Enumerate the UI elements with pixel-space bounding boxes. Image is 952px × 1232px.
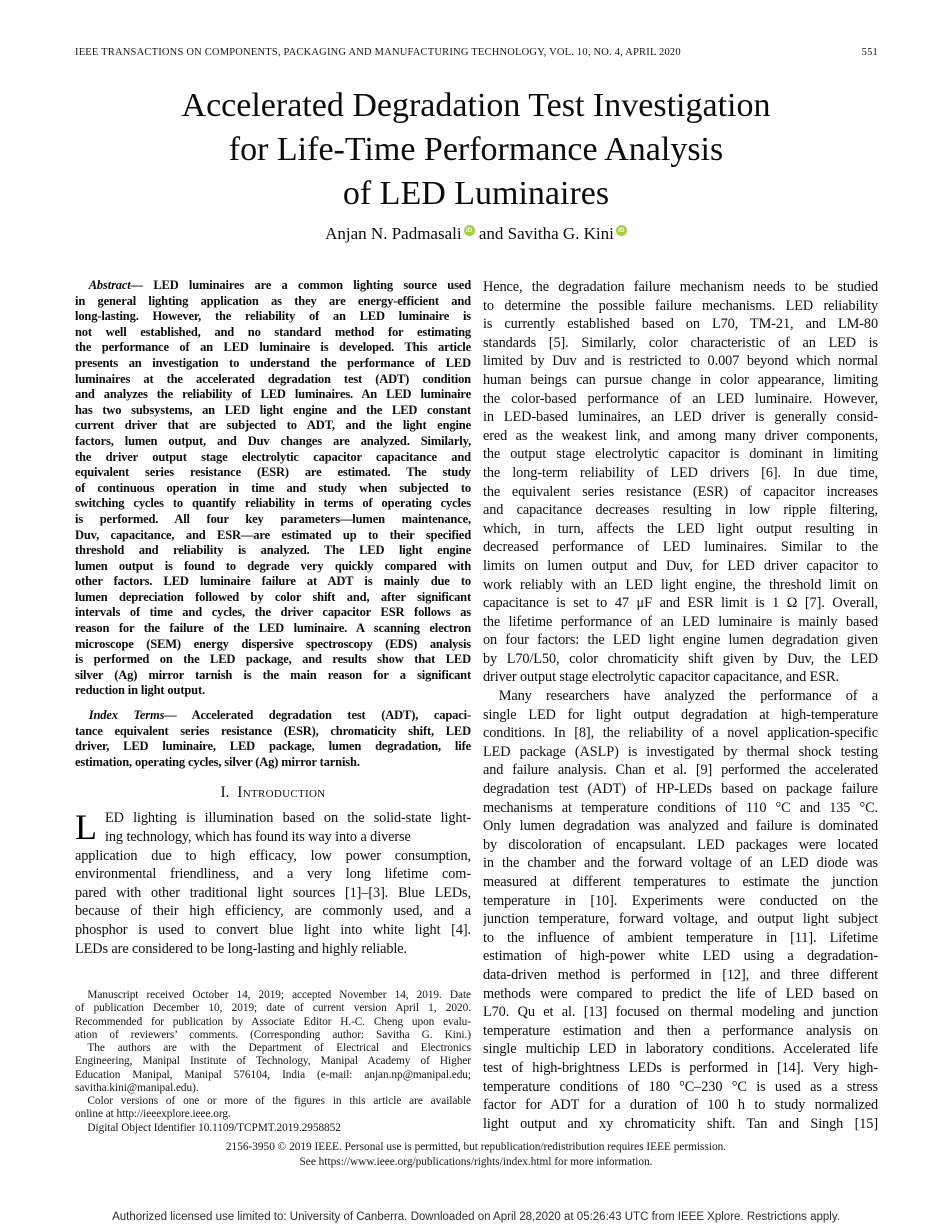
text-line: is performed on the LED package, and results show that LED (75, 652, 471, 667)
text-line: lumen depreciation followed by color shift and, after significant (75, 589, 471, 604)
text-line: temperature in [10]. Experiments were conducted on the (483, 892, 878, 909)
index-terms-section (75, 708, 471, 770)
text-line: mechanisms at temperature conditions of 110 °C and 135 °C. (483, 799, 878, 816)
text-line: has two subsystems, an LED light engine and the LED constant (75, 402, 471, 417)
text-line: single LED for light output degradation at high-temperature (483, 706, 878, 723)
text-line: factors, lumen output, and Duv changes are analyzed. Similarly, (75, 433, 471, 448)
text-line: driver, LED luminaire, LED package, lumen degradation, life (75, 739, 471, 754)
author-name-1: Anjan N. Padmasali (325, 224, 462, 243)
copyright-footer (0, 1140, 952, 1170)
text-line: factor for ADT for a duration of 100 h to study normalized (483, 1097, 878, 1114)
text-line: for Life-Time Performance Analysis (228, 131, 724, 168)
text-line: of LED Luminaires (342, 175, 610, 212)
text-line: is performed. All four key parameters—lumen maintenance, (75, 511, 471, 526)
text-line: phosphor is used to convert blue light into white light [4]. (75, 921, 471, 938)
introduction-paragraph (75, 809, 471, 958)
text-line: L70. Qu et al. [13] focused on thermal modeling and junction (483, 1004, 878, 1021)
index-terms-body (75, 724, 471, 771)
abstract-first-line (75, 278, 471, 294)
abstract-label: Abstract— (88, 278, 143, 292)
text-line: of publication December 10, 2019; date of current version April 1, 2020. (75, 1002, 471, 1015)
author-name-2: Savitha G. Kini (507, 224, 614, 243)
orcid-icon[interactable]: iD (464, 225, 475, 236)
text-line: estimation, operating cycles, silver (Ag) mirror tarnish. (75, 754, 360, 769)
text-line: Accelerated Degradation Test Investigation (181, 87, 771, 124)
body-paragraph-1 (483, 278, 878, 687)
text-line: in LED-based luminaires, an LED driver is generally consid- (483, 409, 878, 426)
text-line: temperature conditions of 180 °C–230 °C is used as a stress (483, 1078, 878, 1095)
text-line: junction temperature, forward voltage, and output light subject (483, 911, 878, 928)
text-line: equivalent series resistance (ESR) are estimated. The study (75, 465, 471, 480)
text-line: and analyzes the reliability of LED luminaires. An LED luminaire (75, 387, 471, 402)
footnote-color-versions (75, 1095, 471, 1122)
text-line: microscope (SEM) energy dispersive spectroscopy (EDS) analysis (75, 636, 471, 651)
journal-name: IEEE TRANSACTIONS ON COMPONENTS, PACKAGING AND MANUFACTURING TECHNOLOGY, VOL. 10, NO. 4, APRIL 2020 (75, 47, 681, 58)
text-line: Recommended for publication by Associate Editor H.-C. Cheng upon evalu- (75, 1015, 471, 1028)
section-number: I. (220, 784, 230, 802)
text-line: ing technology, which has found its way into a diverse (105, 829, 411, 845)
text-line: conditions. In [8], the reliability of a novel application-specific (483, 725, 878, 742)
text-line: light output and xy chromaticity shift. Tan and Singh [15] (483, 1115, 878, 1132)
text-line: Many researchers have analyzed the performance of a (498, 688, 878, 705)
text-line: Education Manipal, Manipal 576104, India (e-mail: anjan.np@manipal.edu; (75, 1068, 471, 1081)
text-line: LEDs are considered to be long-lasting and highly reliable. (75, 940, 407, 957)
footnote-manuscript (75, 989, 471, 1042)
text-line: Hence, the degradation failure mechanism needs to be studied (483, 279, 878, 295)
text-line: Digital Object Identifier 10.1109/TCPMT.2019.2958852 (87, 1121, 341, 1134)
text-line: is currently established based on L70, TM-21, and LM-80 (483, 316, 878, 333)
text-line: Color versions of one or more of the figures in this article are available (87, 1095, 471, 1108)
text-line: which, in turn, affects the LED light output resulting in (483, 520, 878, 537)
text-line: the lifetime performance of an LED luminaire is mainly based (483, 613, 878, 630)
text-line: Engineering, Manipal Institute of Technology, Manipal Academy of Higher (75, 1055, 471, 1068)
text-line: savitha.kini@manipal.edu). (75, 1081, 199, 1094)
text-line: other factors. LED luminaire failure at ADT is mainly due to (75, 574, 471, 589)
text-line: because of their high efficiency, are commonly used, and a (75, 903, 471, 920)
text-line: and capacitance decreases resulting in low ripple filtering, (483, 502, 878, 519)
footnote-doi (75, 1122, 471, 1135)
text-line: driver output stage electrolytic capacitor capacitance, and ESR. (483, 669, 840, 686)
text-line: tance equivalent series resistance (ESR), chromaticity shift, LED (75, 723, 471, 738)
index-terms-label: Index Terms— (88, 708, 177, 723)
text-line: capacitance is set to 47 μF and ESR limit is 1 Ω [7]. Overall, (483, 595, 878, 612)
text-line: ered as the weakest link, and among many driver components, (483, 427, 878, 444)
text-line: on four factors: the LED light engine lumen degradation given (483, 632, 878, 649)
paper-title (0, 84, 952, 216)
text-line: Manuscript received October 14, 2019; accepted November 14, 2019. Date (87, 989, 471, 1002)
text-line: test of high-brightness LEDs is performed in [14]. Very high- (483, 1059, 878, 1076)
abstract-section (75, 278, 471, 699)
authors-separator: and (474, 224, 508, 243)
section-title: Introduction (237, 784, 326, 802)
text-line: standards [5]. Similarly, color characteristic of an LED is (483, 334, 878, 351)
text-line: presents an investigation to understand the performance of LED (75, 355, 471, 370)
text-line: data-driven method is performed in [12], and three different (483, 966, 878, 983)
text-line: the color-based performance of an LED luminaire. However, (483, 390, 878, 407)
text-line: reason for the failure of the LED luminaire. A scanning electron (75, 621, 471, 636)
text-line: long-lasting. However, the reliability of an LED luminaire is (75, 309, 471, 324)
text-line: not well established, and no standard method for estimating (75, 324, 471, 339)
text-line: methods were compared to predict the life of LED based on (483, 985, 878, 1002)
text-line: ation of reviewers’ comments. (Corresponding author: Savitha G. Kini.) (75, 1028, 471, 1041)
text-line: human beings can pursue change in color appearance, limiting (483, 371, 878, 388)
text-line: measured at different temperatures to estimate the junction (483, 874, 878, 890)
text-line: single multichip LED in laboratory conditions. Accelerated life (483, 1041, 878, 1058)
page-number: 551 (861, 47, 878, 58)
text-line: online at http://ieeexplore.ieee.org. (75, 1108, 231, 1121)
text-line: temperature estimation and then a performance analysis on (483, 1022, 878, 1039)
text-line: threshold and reliability is analyzed. The LED light engine (75, 543, 471, 558)
text-line: to the influence of ambient temperature in [11]. Lifetime (483, 929, 878, 946)
right-column (483, 278, 878, 1133)
text-line: switching cycles to quantify reliability in terms of operating cycles (75, 496, 471, 511)
text-line: current driver that are subjected to ADT, and the light engine (75, 418, 471, 433)
text-line: and failure analysis. Chan et al. [9] performed the accelerated (483, 762, 878, 779)
text-line: by L70/L50, color chromaticity shift given by Duv, the LED (483, 650, 878, 667)
text-line: intervals of time and cycles, the driver capacitor ESR follows as (75, 605, 471, 620)
text-line: in the chamber and the forward voltage of an LED diode was (483, 855, 878, 872)
introduction-lines (75, 847, 471, 959)
text-line: to determine the possible failure mechanisms. LED reliability (483, 297, 878, 314)
section-heading-introduction (75, 784, 471, 804)
footnote-affiliation (75, 1042, 471, 1095)
text-line: in general lighting application as they are energy-efficient and (75, 293, 471, 308)
text-line: limited by Duv and is restricted to 0.007 beyond which normal (483, 353, 878, 370)
text-line: degradation test (ADT) of HP-LEDs based on package failure (483, 781, 878, 798)
left-column (75, 278, 471, 1135)
text-line: Duv, capacitance, and ESR—are estimated up to their specified (75, 527, 471, 542)
text-line: the long-term reliability of LED drivers [6]. In due time, (483, 464, 878, 481)
text-line: work reliably with an LED light engine, the threshold limit on (483, 576, 878, 593)
abstract-lead-text: LED luminaires are a common lighting source used (142, 278, 471, 292)
text-line: luminaires at the accelerated degradation test (ADT) condition (75, 371, 471, 386)
text-line: ED lighting is illumination based on the solid-state light- (105, 810, 471, 827)
text-line: estimation of high-power white LED using a degradation- (483, 948, 878, 965)
text-line: decreased performance of LED luminaires. Similar to the (483, 539, 878, 556)
orcid-icon[interactable]: iD (616, 225, 627, 236)
text-line: the performance of an LED luminaire is developed. This article (75, 340, 471, 355)
text-line: the equivalent series resistance (ESR) of capacitor increases (483, 483, 878, 500)
text-line: of continuous operation in time and study when subjected to (75, 480, 471, 495)
text-line: the driver output stage electrolytic capacitor capacitance and (75, 449, 471, 464)
dropcap-lines (75, 809, 471, 846)
rights-line: See https://www.ieee.org/publications/rights/index.html for more information. (299, 1156, 653, 1168)
license-watermark: Authorized licensed use limited to: University of Canberra. Downloaded on April 28,2020 at 05:26:43 UTC from IEEE Xplore. Restrictions apply. (112, 1211, 840, 1223)
body-paragraph-2 (483, 687, 878, 1133)
text-line: silver (Ag) mirror tarnish is the main reason for a significant (75, 667, 471, 682)
copyright-line: 2156-3950 © 2019 IEEE. Personal use is permitted, but republication/redistribution requires IEEE permission. (225, 1141, 727, 1153)
text-line: The authors are with the Department of Electrical and Electronics (87, 1042, 471, 1055)
text-line: pared with other traditional light sources [1]–[3]. Blue LEDs, (75, 884, 471, 901)
index-terms-first-line (75, 708, 471, 724)
text-line: environmental friendliness, and a very long lifetime com- (75, 866, 471, 883)
abstract-body (75, 294, 471, 699)
text-line: application due to high efficacy, low power consumption, (75, 847, 471, 864)
text-line: LED package (ASLP) is investigated by thermal shock testing (483, 743, 878, 760)
text-line: reduction in light output. (75, 683, 205, 698)
first-page-footnote (75, 989, 471, 1135)
drop-cap: L (75, 807, 97, 848)
authors-line (0, 224, 952, 244)
text-line: by discoloration of encapsulant. LED packages were located (483, 836, 878, 853)
running-head (75, 47, 878, 58)
text-line: Only lumen degradation was analyzed and failure is dominated (483, 818, 878, 835)
text-line: the output stage electrolytic capacitor is dominant in limiting (483, 446, 878, 463)
text-line: limits on lumen output and Duv, for LED driver capacitor to (483, 557, 878, 574)
index-terms-lead-text: Accelerated degradation test (ADT), capaci- (176, 708, 471, 723)
text-line: lumen output is found to degrade very quickly compared with (75, 558, 471, 573)
